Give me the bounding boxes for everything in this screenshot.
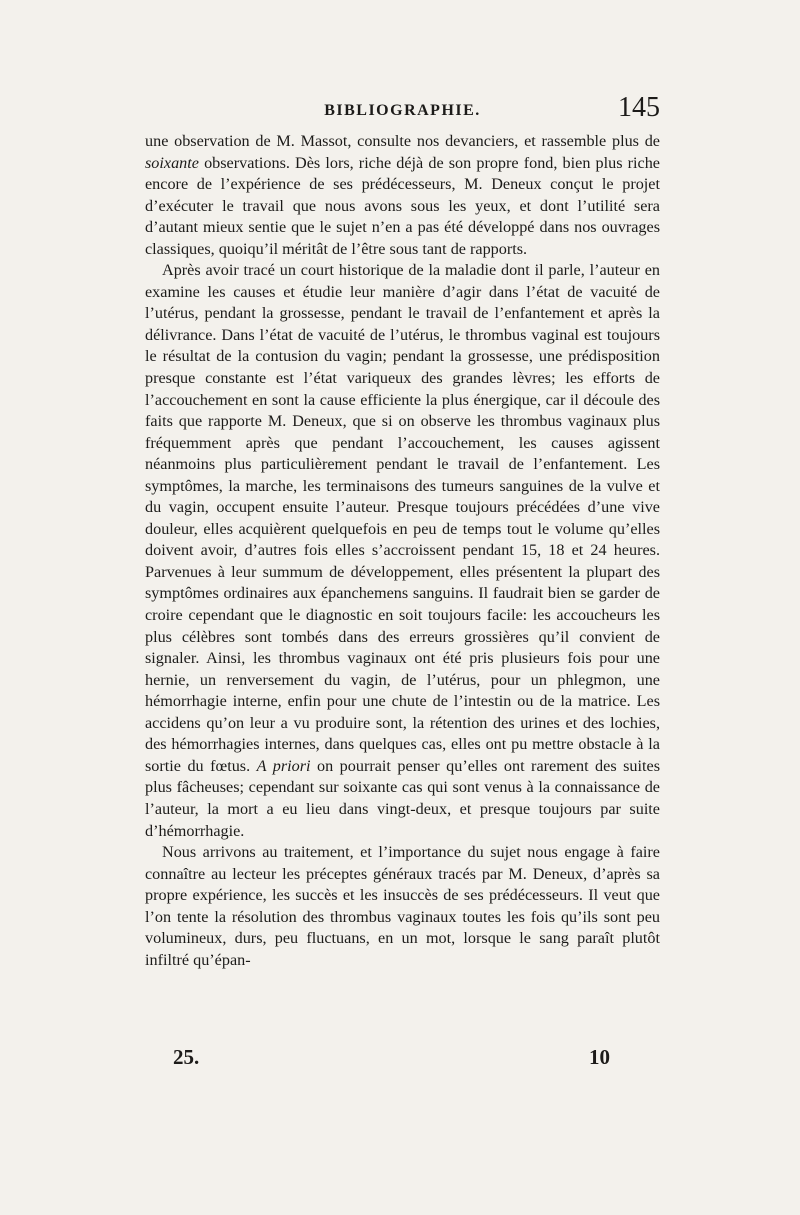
gathering-number: 10 xyxy=(589,1045,610,1069)
paragraph-1 xyxy=(145,131,660,260)
running-title: BIBLIOGRAPHIE. xyxy=(324,102,481,119)
paragraph-1-italic: soixante xyxy=(145,153,199,172)
page-number: 145 xyxy=(618,92,660,123)
body-text xyxy=(145,131,660,971)
signature-mark: 25. xyxy=(173,1045,200,1069)
paragraph-1-text-a: une observation de M. Massot, consulte nos devanciers, et rassemble plus de xyxy=(145,132,660,150)
paragraph-2 xyxy=(145,260,660,842)
paragraph-2-text-c: on pourrait penser qu’elles ont rarement des suites plus fâcheuses; cependant sur soixante cas qui sont venus à la connaissance de l’auteur, la mort a eu lieu dans vingt-deux, et presque toujours par suite d’hémorrhagie. xyxy=(145,756,660,840)
page-footer xyxy=(145,1045,660,1075)
paragraph-3: Nous arrivons au traitement, et l’importance du sujet nous engage à faire connaître au lecteur les préceptes généraux tracés par M. Deneux, d’après sa propre expérience, les succès et les insuccès de ses prédécesseurs. Il veut que l’on tente la résolution des thrombus vaginaux toutes les fois qu’ils sont peu volumineux, durs, peu fluctuans, en un mot, lorsque le sang paraît plutôt infiltré qu’épan- xyxy=(145,843,660,969)
paragraph-1-text-c: observations. Dès lors, riche déjà de son propre fond, bien plus riche encore de l’expérience de ses prédécesseurs, M. Deneux conçut le projet d’exécuter le travail que nous avons sous les yeux, et dont l’utilité sera d’autant mieux sentie que le sujet n’en a pas été développé dans nos ouvrages classiques, quoiqu’il méritât de l’être sous tant de rapports. xyxy=(145,153,660,258)
paragraph-2-italic: A priori xyxy=(256,756,311,775)
running-head xyxy=(145,92,660,128)
paragraph-2-text-a: Après avoir tracé un court historique de la maladie dont il parle, l’auteur en examine les causes et étudie leur manière d’agir dans l’état de vacuité de l’utérus, pendant la grossesse, pendant le travail de l’enfantement et après la délivrance. Dans l’état de vacuité de l’utérus, le thrombus vaginal est toujours le résultat de la contusion du vagin; pendant la grossesse, une prédisposition presque constante est l’état variqueux des grandes lèvres; les efforts de l’accouchement en sont la cause efficiente la plus énergique, car il découle des faits que rapporte M. Deneux, que si on observe les thrombus vaginaux plus fréquemment après que pendant l’accouchement, les causes agissent néanmoins plus particulièrement pendant le travail de l’enfantement. Les symptômes, la marche, les terminaisons des tumeurs sanguines de la vulve et du vagin, occupent ensuite l’auteur. Presque toujours précédées d’une vive douleur, elles acquièrent quelquefois en peu de temps tout le volume qu’elles doivent avoir, d’autres fois elles s’accroissent pendant 15, 18 et 24 heures. Parvenues à leur summum de développement, elles présentent la plupart des symptômes ordinaires aux épanchemens sanguins. Il faudrait bien se garder de croire cependant que le diagnostic en soit toujours facile: les accoucheurs les plus célèbres sont tombés dans des erreurs grossières qu’il convient de signaler. Ainsi, les thrombus vaginaux ont été pris plusieurs fois pour une hernie, un renversement du vagin, de l’utérus, pour un phlegmon, une hémorrhagie interne, enfin pour une chute de l’intestin ou de la matrice. Les accidens qu’on leur a vu produire sont, la rétention des urines et des lochies, des hémorrhagies internes, dans quelques cas, elles ont pu mettre obstacle à la sortie du fœtus. xyxy=(145,261,660,775)
